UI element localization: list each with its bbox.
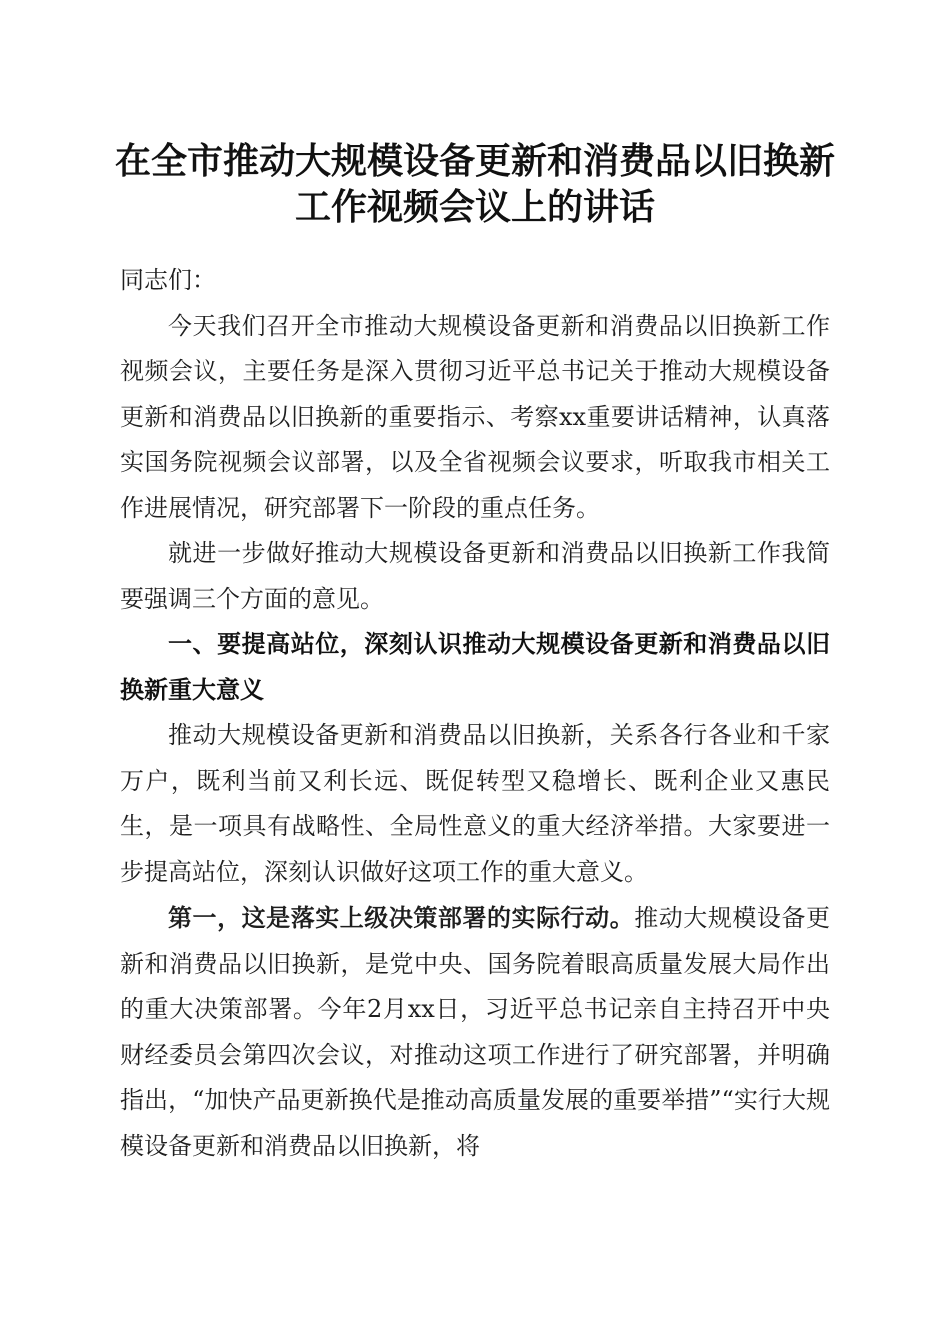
paragraph-section1-intro: 推动大规模设备更新和消费品以旧换新，关系各行各业和千家万户，既利当前又利长远、既促转型又稳增长、既利企业又惠民生，是一项具有战略性、全局性意义的重大经济举措。大家要进一步提高站位，深刻认识做好这项工作的重大意义。 (120, 721, 830, 886)
document-title-line-1: 在全市推动大规模设备更新和消费品以旧换新 (114, 140, 835, 182)
point-1-lead: 第一，这是落实上级决策部署的实际行动。 (168, 903, 635, 932)
paragraph-intro: 今天我们召开全市推动大规模设备更新和消费品以旧换新工作视频会议，主要任务是深入贯彻习近平总书记关于推动大规模设备更新和消费品以旧换新的重要指示、考察xx重要讲话精神，认真落实国务院视频会议部署，以及全省视频会议要求，听取我市相关工作进展情况，研究部署下一阶段的重点任务。 (120, 311, 830, 522)
document-title-line-2: 工作视频会议上的讲话 (294, 186, 655, 228)
document-body (120, 248, 830, 1169)
paragraph-outline: 就进一步做好推动大规模设备更新和消费品以旧换新工作我简要强调三个方面的意见。 (120, 539, 830, 613)
section-heading-1: 一、要提高站位，深刻认识推动大规模设备更新和消费品以旧换新重大意义 (120, 630, 830, 704)
paragraph-point-1 (120, 895, 830, 1169)
point-1-body: 推动大规模设备更新和消费品以旧换新，是党中央、国务院着眼高质量发展大局作出的重大决策部署。今年2月xx日，习近平总书记亲自主持召开中央财经委员会第四次会议，对推动这项工作进行了研究部署，并明确指出，“加快产品更新换代是推动高质量发展的重要举措”“实行大规模设备更新和消费品以旧换新，将 (120, 904, 831, 1160)
salutation: 同志们： (120, 266, 216, 294)
